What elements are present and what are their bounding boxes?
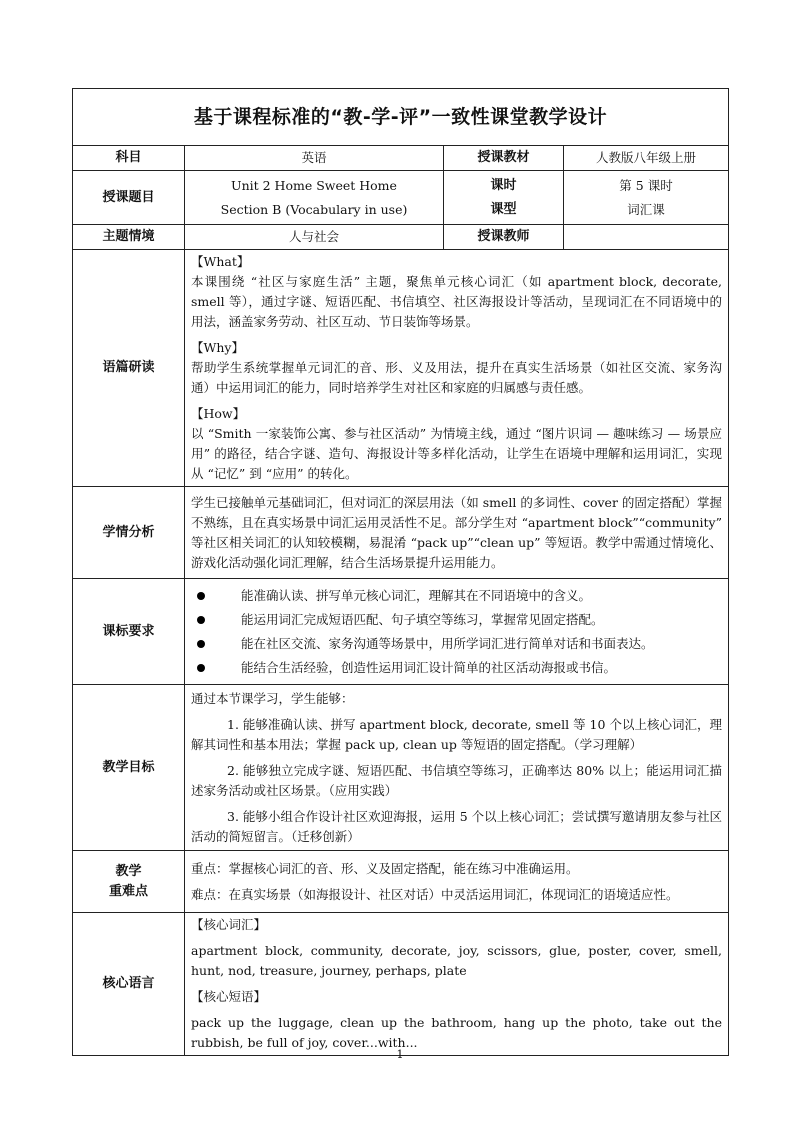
context-value: 人与社会 [185, 225, 444, 250]
bullet-icon [197, 664, 205, 672]
objectives-content [185, 685, 729, 851]
core-content [185, 913, 729, 1056]
standard-item: 能在社区交流、家务沟通等场景中，用所学词汇进行简单对话和书面表达。 [191, 634, 722, 654]
analysis-content [185, 487, 729, 579]
bullet-icon [197, 640, 205, 648]
teacher-value [564, 225, 729, 250]
type-value: 词汇课 [627, 201, 665, 217]
standard-item: 能运用词汇完成短语匹配、句子填空等练习，掌握常见固定搭配。 [191, 610, 722, 630]
period-label: 课时 [490, 177, 517, 193]
how-heading: 【How】 [191, 406, 246, 421]
standards-content [185, 579, 729, 685]
standard-item: 能准确认读、拼写单元核心词汇，理解其在不同语境中的含义。 [191, 586, 722, 606]
period-type-value [564, 171, 729, 225]
why-heading: 【Why】 [191, 340, 244, 355]
topic-label: 授课题目 [73, 171, 185, 225]
bullet-icon [197, 592, 205, 600]
context-label: 主题情境 [73, 225, 185, 250]
period-value: 第 5 课时 [619, 177, 673, 193]
key-point: 重点：掌握核心词汇的音、形、义及固定搭配，能在练习中准确运用。 [191, 860, 579, 876]
objective-item: 2. 能够独立完成字谜、短语匹配、书信填空等练习，正确率达 80% 以上；能运用词汇描述家务活动或社区场景。（应用实践） [191, 762, 722, 798]
objective-item: 3. 能够小组合作设计社区欢迎海报，运用 5 个以上核心词汇；尝试撰写邀请朋友参与社区活动的简短留言。（迁移创新） [191, 808, 722, 844]
lesson-plan-table [72, 88, 729, 1056]
lesson-plan [72, 88, 728, 1056]
focus-content [185, 851, 729, 913]
topic-line-1: Unit 2 Home Sweet Home [231, 177, 397, 193]
standard-item: 能结合生活经验，创造性运用词汇设计简单的社区活动海报或书信。 [191, 658, 722, 678]
page-title: 基于课程标准的“教-学-评”一致性课堂教学设计 [73, 89, 729, 146]
core-label: 核心语言 [73, 913, 185, 1056]
subject-value: 英语 [185, 146, 444, 171]
bullet-icon [197, 616, 205, 624]
what-heading: 【What】 [191, 254, 250, 269]
analysis-text: 学生已接触单元基础词汇，但对词汇的深层用法（如 smell 的多词性、cover 的固定搭配）掌握不熟练，且在真实场景中词汇运用灵活性不足。部分学生对 “apartment block”“community” 等社区相关词汇的认知较模糊，易混淆 “pack up”“clean up” 等短语。教学中需通过情境化、游戏化活动强化词汇理解，结合生活场景提升运用能力。 [191, 494, 722, 570]
teacher-label: 授课教师 [444, 225, 564, 250]
textbook-label: 授课教材 [444, 146, 564, 171]
standards-label: 课标要求 [73, 579, 185, 685]
focus-label [73, 851, 185, 913]
phrase-text: pack up the luggage, clean up the bathroom, hang up the photo, take out the rubbish, be full of joy, cover...with... [191, 1015, 722, 1050]
difficult-point: 难点：在真实场景（如海报设计、社区对话）中灵活运用词汇，体现词汇的语境适应性。 [191, 886, 679, 902]
subject-label: 科目 [73, 146, 185, 171]
vocab-heading: 【核心词汇】 [191, 917, 267, 932]
focus-label-line-1: 教学 [115, 863, 142, 879]
phrase-heading: 【核心短语】 [191, 989, 267, 1004]
discourse-content [185, 250, 729, 487]
why-text: 帮助学生系统掌握单元词汇的音、形、义及用法，提升在真实生活场景（如社区交流、家务沟通）中运用词汇的能力，同时培养学生对社区和家庭的归属感与责任感。 [191, 360, 722, 395]
textbook-value: 人教版八年级上册 [564, 146, 729, 171]
analysis-label: 学情分析 [73, 487, 185, 579]
page-number: 1 [396, 1048, 404, 1061]
how-text: 以 “Smith 一家装饰公寓、参与社区活动” 为情境主线，通过 “图片识词 — 趣味练习 — 场景应用” 的路径，结合字谜、造句、海报设计等多样化活动，让学生在语境中理解和运用词汇，实现从 “记忆” 到 “应用” 的转化。 [191, 426, 722, 481]
topic-value [185, 171, 444, 225]
period-type-label [444, 171, 564, 225]
vocab-text: apartment block, community, decorate, joy, scissors, glue, poster, cover, smell, hunt, nod, treasure, journey, perhaps, plate [191, 943, 722, 978]
topic-line-2: Section B (Vocabulary in use) [220, 201, 408, 217]
discourse-label: 语篇研读 [73, 250, 185, 487]
objectives-intro: 通过本节课学习，学生能够： [191, 690, 354, 706]
what-text: 本课围绕 “社区与家庭生活” 主题，聚焦单元核心词汇（如 apartment block, decorate, smell 等），通过字谜、短语匹配、书信填空、社区海报设计等活动，呈现词汇在不同语境中的用法，涵盖家务劳动、社区互动、节日装饰等场景。 [191, 274, 722, 329]
objectives-label: 教学目标 [73, 685, 185, 851]
focus-label-line-2: 重难点 [108, 883, 148, 899]
type-label: 课型 [490, 201, 517, 217]
objective-item: 1. 能够准确认读、拼写 apartment block, decorate, smell 等 10 个以上核心词汇，理解其词性和基本用法；掌握 pack up, clean up 等短语的固定搭配。（学习理解） [191, 716, 722, 752]
